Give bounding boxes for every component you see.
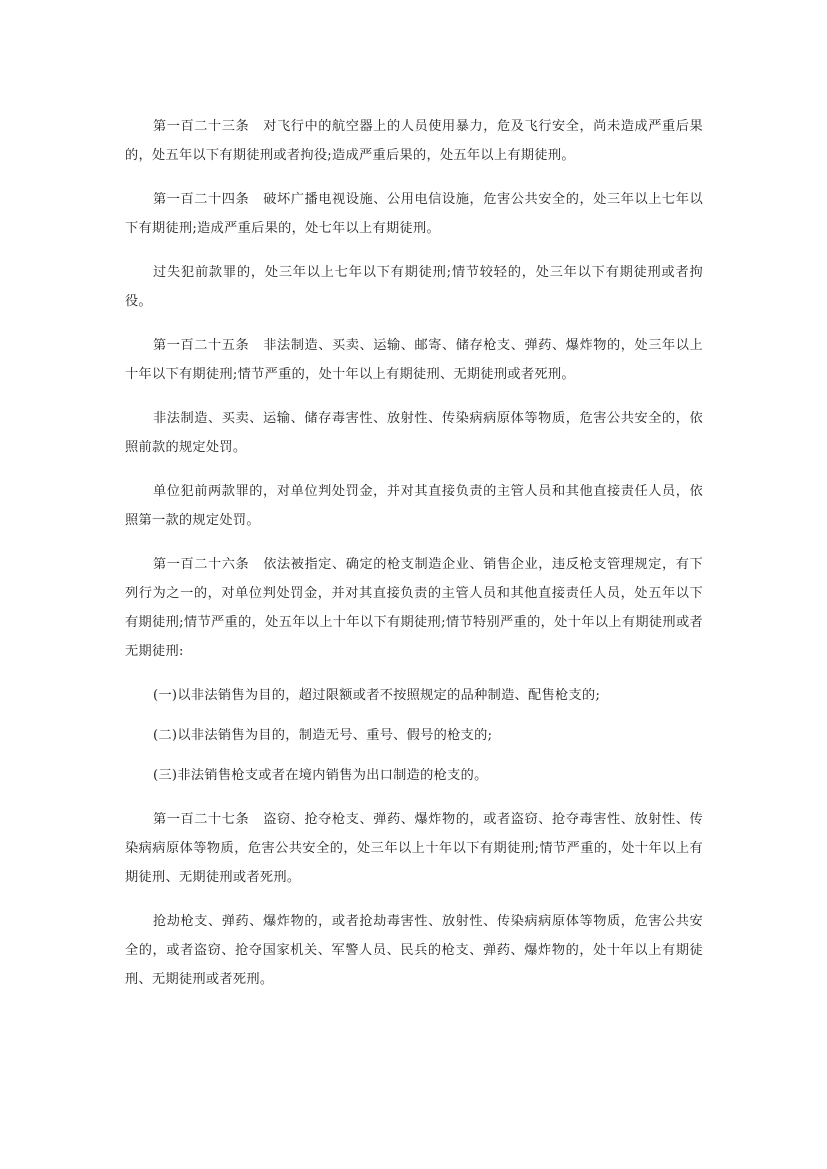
paragraph-article-125 (125, 331, 703, 389)
paragraph-article-123 (125, 112, 703, 170)
paragraph-text: 单位犯前两款罪的，对单位判处罚金，并对其直接负责的主管人员和其他直接责任人员，依照第一款的规定处罚。 (125, 484, 703, 528)
paragraph-text: 破坏广播电视设施、公用电信设施，危害公共安全的，处三年以上七年以下有期徒刑;造成严重后果的，处七年以上有期徒刑。 (125, 192, 703, 236)
paragraph-article-124-clause-2 (125, 258, 703, 316)
list-item-1 (125, 681, 703, 710)
article-number: 第一百二十四条 (153, 192, 250, 207)
paragraph-text: 非法制造、买卖、运输、邮寄、储存枪支、弹药、爆炸物的，处三年以上十年以下有期徒刑;情节严重的，处十年以上有期徒刑、无期徒刑或者死刑。 (125, 338, 703, 382)
paragraph-article-127-clause-2 (125, 907, 703, 994)
paragraph-text: (二)以非法销售为目的，制造无号、重号、假号的枪支的; (153, 728, 493, 743)
paragraph-text: (三)非法销售枪支或者在境内销售为出口制造的枪支的。 (153, 768, 488, 783)
paragraph-text: 抢劫枪支、弹药、爆炸物的，或者抢劫毒害性、放射性、传染病病原体等物质，危害公共安全的，或者盗窃、抢夺国家机关、军警人员、民兵的枪支、弹药、爆炸物的，处十年以上有期徒刑、无期徒刑或者死刑。 (125, 914, 703, 987)
paragraph-text: 依法被指定、确定的枪支制造企业、销售企业，违反枪支管理规定，有下列行为之一的，对单位判处罚金，并对其直接负责的主管人员和其他直接责任人员，处五年以下有期徒刑;情节严重的，处五年以上十年以下有期徒刑;情节特别严重的，处十年以上有期徒刑或者无期徒刑: (125, 557, 703, 659)
list-item-3 (125, 761, 703, 790)
paragraph-text: (一)以非法销售为目的，超过限额或者不按照规定的品种制造、配售枪支的; (153, 688, 601, 703)
article-number: 第一百二十六条 (153, 557, 250, 572)
paragraph-article-125-clause-2 (125, 404, 703, 462)
paragraph-article-127 (125, 805, 703, 892)
paragraph-text: 对飞行中的航空器上的人员使用暴力，危及飞行安全，尚未造成严重后果的，处五年以下有期徒刑或者拘役;造成严重后果的，处五年以上有期徒刑。 (125, 119, 703, 163)
article-number: 第一百二十七条 (153, 812, 250, 827)
paragraph-text: 过失犯前款罪的，处三年以上七年以下有期徒刑;情节较轻的，处三年以下有期徒刑或者拘役。 (125, 265, 703, 309)
paragraph-text: 非法制造、买卖、运输、储存毒害性、放射性、传染病病原体等物质，危害公共安全的，依照前款的规定处罚。 (125, 411, 703, 455)
paragraph-article-125-clause-3 (125, 477, 703, 535)
article-number: 第一百二十三条 (153, 119, 250, 134)
article-number: 第一百二十五条 (153, 338, 250, 353)
list-item-2 (125, 721, 703, 750)
paragraph-article-124 (125, 185, 703, 243)
paragraph-article-126 (125, 550, 703, 666)
document-page (125, 112, 703, 1009)
paragraph-text: 盗窃、抢夺枪支、弹药、爆炸物的，或者盗窃、抢夺毒害性、放射性、传染病病原体等物质，危害公共安全的，处三年以上十年以下有期徒刑;情节严重的，处十年以上有期徒刑、无期徒刑或者死刑。 (125, 812, 703, 885)
